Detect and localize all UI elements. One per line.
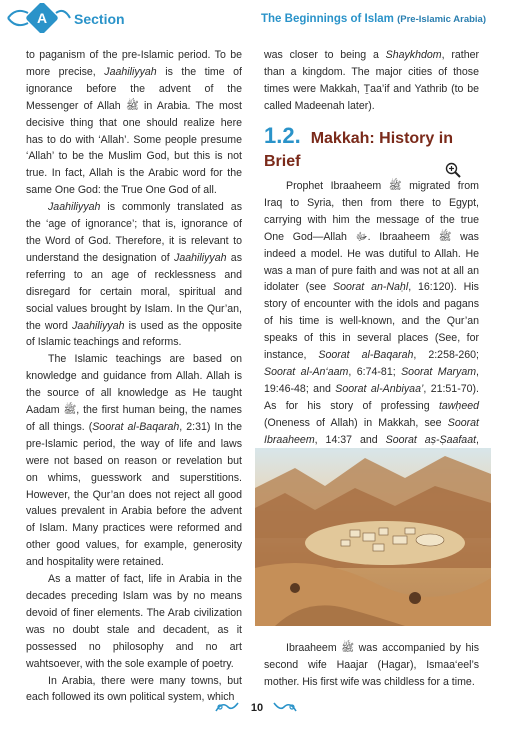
left-paragraph-5: In Arabia, there were many towns, but each followed its own political system, which — [26, 674, 242, 704]
illustration-caption — [264, 640, 479, 691]
italic-term: Jaahiliyyah — [174, 251, 227, 264]
right-column-body — [264, 178, 479, 465]
italic-term: Soorat al-An‘aam — [264, 365, 349, 378]
zoom-in-icon[interactable] — [445, 162, 461, 178]
right-ornament-icon — [272, 699, 298, 715]
caption-paragraph: Ibraaheem ﷺ was accompanied by his second wife Haajar (Hagar), Ismaa‘eel’s mother. His first wife was childless for a time. — [264, 642, 480, 688]
italic-term: Soorat Maryam — [401, 365, 477, 378]
right-column-top — [264, 47, 479, 115]
italic-term: Jaahiliyyah — [104, 65, 157, 78]
right-paragraph-ibraaheem: Prophet Ibraaheem ﷺ migrated from Iraq to Syria, then from there to Egypt, carrying with him the message of the true One God—Allah ﷻ. Ibraaheem ﷺ was indeed a model. He was dutiful to Allah. He was a man of pure faith and was not at all an idolater (see Soorat an-Naḥl, 16:120). His story of encounter with the idols and pagans of his time is well-known, and the Qur’an speaks of this in several places (See, for instance, Soorat al-Baqarah, 2:258-260; Soorat al-An‘aam, 6:74-81; Soorat Maryam, 19:46-48; and Soorat al-Anbiyaa’, 21:51-70). As for his story of professing tawḥeed (Oneness of Allah) in Makkah, see Soorat Ibraaheem, 14:37 and Soorat aṣ-Ṣaafaat, — [264, 180, 480, 446]
running-head-sub: (Pre-Islamic Arabia) — [397, 14, 486, 25]
italic-term: Soorat al-Baqarah — [92, 420, 180, 433]
left-paragraph-1: to paganism of the pre-Islamic period. To be more precise, Jaahiliyyah is the time of ignorance before the advent of the Messenger of Allah ﷺ in Arabia. The most decisive thing that one should realize here has to do with ‘Allah’. Some people presume ‘Allah’ to be the Muslim God, but this is not true. In fact, Allah is the Arabic word for the same One God: the True One God of all. — [26, 49, 243, 197]
page-number: 10 — [250, 702, 264, 714]
right-paragraph-intro: was closer to being a Shaykhdom, rather than a kingdom. The major cities of those times were Makkah, Ṯaa’if and Yathrib (to be called Madeenah later). — [264, 49, 480, 112]
left-paragraph-2: Jaahiliyyah is commonly translated as the ‘age of ignorance’; that is, ignorance of the Word of God. Therefore, it is relevant to understand the designation of Jaahiliyyah as referring to an age of recklessness and disregard for certain moral, spiritual and social values brought by Islam. In the Qur’an, the word Jaahiliyyah is used as the opposite of Islamic teachings and reforms. — [26, 201, 242, 349]
section-title: Makkah: History in Brief — [264, 130, 453, 170]
italic-term: Jaahiliyyah — [72, 319, 125, 332]
makkah-valley-illustration — [255, 448, 491, 626]
illustration-art — [255, 448, 491, 626]
left-paragraph-4: As a matter of fact, life in Arabia in the decades preceding Islam was by no means devoid of finer elements. The Arab civilization was no doubt stale and decadent, as it possessed no philosophy and no art wahtsoever, with the sole example of poetry. — [26, 573, 242, 670]
page-header — [0, 0, 518, 40]
left-paragraph-3: The Islamic teachings are based on knowledge and guidance from Allah. Allah is the source of all knowledge as He taught Aadam ﷺ, the first human being, the names of all things. (Soorat al-Baqarah, 2:31) In the pre-Islamic period, the way of life and laws were not based on reason or revelation but on whims, guesswork and superstitions. However, the Qur’an does not reject all good values prevalent in Arabia before the advent of Islam. Many practices were reformed and other good values, for example, generosity and hospitality were retained. — [26, 353, 242, 569]
left-ornament-icon — [214, 699, 240, 715]
running-head — [261, 13, 486, 25]
italic-term: Soorat an-Naḥl — [333, 281, 409, 294]
running-head-title: The Beginnings of Islam — [261, 13, 394, 25]
italic-term: Jaahiliyyah — [48, 201, 101, 214]
italic-term: Shaykhdom — [385, 49, 442, 61]
italic-term: Soorat aṣ-Ṣaafaat — [385, 433, 477, 446]
section-label: Section — [74, 11, 125, 27]
section-logo — [6, 3, 72, 33]
italic-term: Soorat Ibraaheem — [264, 416, 479, 446]
italic-term: Soorat al-Anbiyaa’ — [335, 382, 424, 395]
left-column — [26, 47, 242, 706]
logo-letter: A — [36, 10, 48, 26]
italic-term: Soorat al-Baqarah — [318, 349, 414, 362]
italic-term: tawḥeed — [438, 399, 479, 412]
section-number: 1.2. — [264, 123, 301, 148]
